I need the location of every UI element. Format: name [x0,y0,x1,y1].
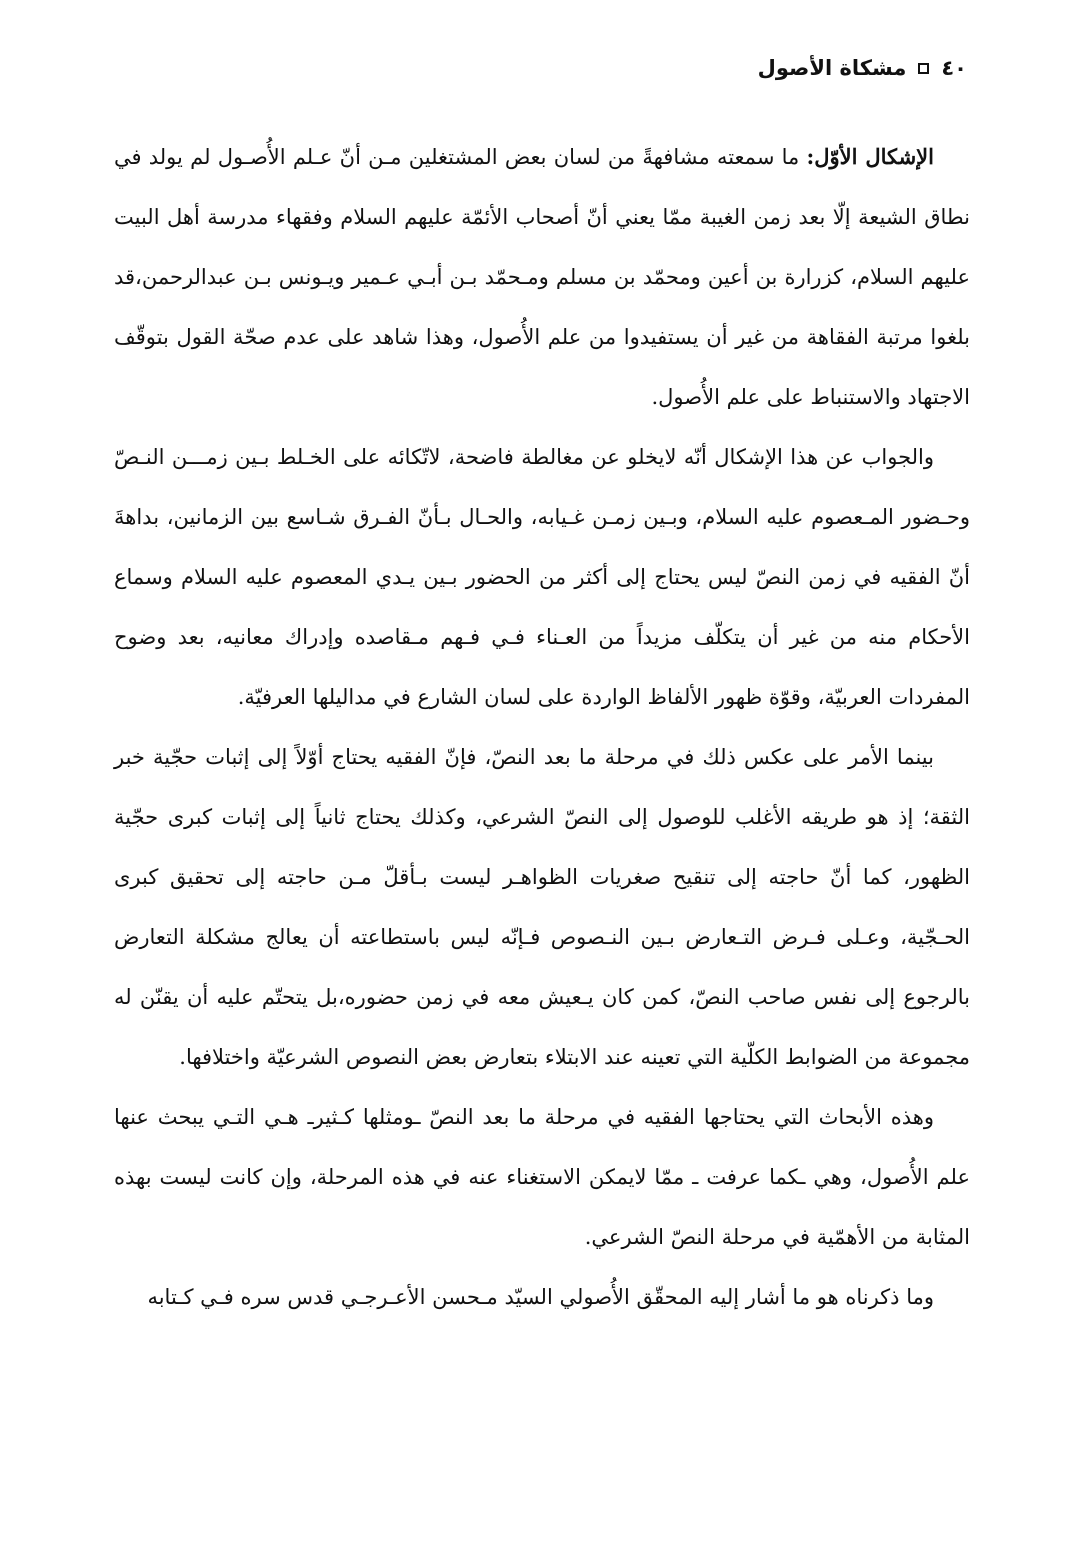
paragraph-1 [114,127,970,427]
page-number: ٤٠ [941,56,967,80]
paragraph-text: وما ذكرناه هو ما أشار إليه المحقّق الأُصولي السيّد مـحسن الأعـرجـي قدس سره فـي كـتابه [147,1285,934,1309]
paragraph-5 [114,1267,970,1327]
paragraph-text: والجواب عن هذا الإشكال أنّه لايخلو عن مغالطة فاضحة، لاتّكائه على الخـلط بـين زمـــن النـصّ وحـضور المـعصوم عليه السلام، وبـين زمـن غـيابه، والحـال بـأنّ الفـرق شـاسع بين الزمانين، بداهةَ أنّ الفقيه في زمن النصّ ليس يحتاج إلى أكثر من الحضور بـين يـدي المعصوم عليه السلام وسماع الأحكام منه من غير أن يتكلّف مزيداً من العـناء فـي فـهم مـقاصده وإدراك معانيه، بعد وضوح المفردات العربيّة، وقوّة ظهور الألفاظ الواردة على لسان الشارع في مداليلها العرفيّة. [114,445,970,709]
separator-square-icon [918,63,929,74]
running-header [758,52,967,84]
paragraph-2 [114,427,970,727]
paragraph-4 [114,1087,970,1267]
paragraph-text: بينما الأمر على عكس ذلك في مرحلة ما بعد النصّ، فإنّ الفقيه يحتاج أوّلاً إلى إثبات حجّية خبر الثقة؛ إذ هو طريقه الأغلب للوصول إلى النصّ الشرعي، وكذلك يحتاج ثانياً إلى إثبات كبرى حجّية الظهور، كما أنّ حاجته إلى تنقيح صغريات الظواهـر ليست بـأقلّ مـن حاجته إلى تحقيق كبرى الحـجّية، وعـلى فـرض التـعارض بـين النـصوص فـإنّه ليس باستطاعته أن يعالج مشكلة التعارض بالرجوع إلى نفس صاحب النصّ، كمن كان يـعيش معه في زمن حضوره،بل يتحتّم عليه أن يقنّن له مجموعة من الضوابط الكلّية التي تعينه عند الابتلاء بتعارض بعض النصوص الشرعيّة واختلافها. [114,745,970,1069]
paragraph-text: وهذه الأبحاث التي يحتاجها الفقيه في مرحلة ما بعد النصّ ـومثلها كـثيرـ هـي التـي يبحث عنها علم الأُصول، وهي ـكما عرفت ـ ممّا لايمكن الاستغناء عنه في هذه المرحلة، وإن كانت ليست بهذه المثابة من الأهمّية في مرحلة النصّ الشرعي. [114,1105,970,1249]
paragraph-3 [114,727,970,1087]
paragraph-lead: الإشكال الأوّل: [806,144,934,169]
body-text [114,127,970,1327]
book-title: مشكاة الأصول [757,56,907,80]
paragraph-text: ما سمعته مشافهةً من لسان بعض المشتغلين مـن أنّ عـلم الأُصـول لم يولد في نطاق الشيعة إلّا بعد زمن الغيبة ممّا يعني أنّ أصحاب الأئمّة عليهم السلام وفقهاء مدرسة أهل البيت عليهم السلام، كزرارة بن أعين ومحمّد بن مسلم ومـحمّد بـن أبـي عـمير ويـونس بـن عبدالرحمن،قد بلغوا مرتبة الفقاهة من غير أن يستفيدوا من علم الأُصول، وهذا شاهد على عدم صحّة القول بتوقّف الاجتهاد والاستنباط على علم الأُصول. [114,145,970,409]
